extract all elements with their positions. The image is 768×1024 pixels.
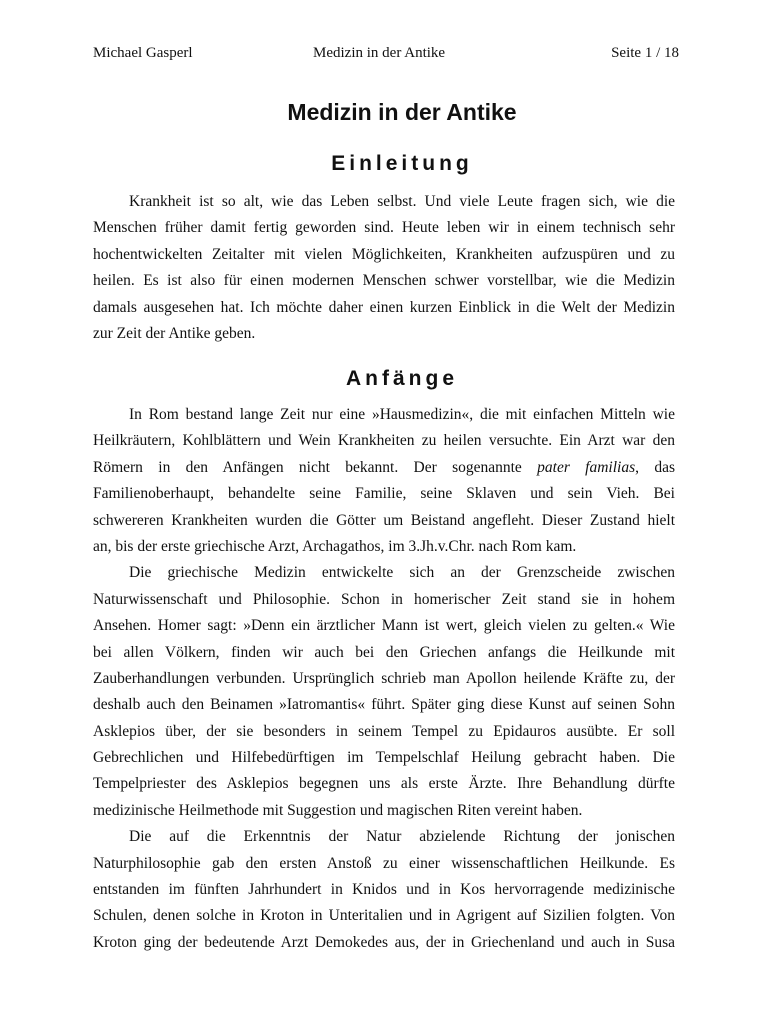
text-line: hochentwickelten Zeitalter mit vielen Möglichkeiten, Krankheiten aufzuspüren und zu bbox=[93, 245, 675, 263]
text-line: deshalb auch den Beinamen »Iatromantis« führt. Später ging diese Kunst auf seinen Sohn bbox=[93, 696, 675, 714]
text-line: Kroton ging der bedeutende Arzt Demokedes aus, der in Griechenland und auch in Susa bbox=[93, 933, 675, 951]
text-line: Tempelpriester des Asklepios begegnen uns als erste Ärzte. Ihre Behandlung dürfte bbox=[93, 775, 675, 793]
header-page-number: Seite 1 / 18 bbox=[611, 45, 679, 61]
text-line: Schulen, denen solche in Kroton in Unteritalien und in Agrigent auf Sizilien folgten. Von bbox=[93, 907, 675, 925]
text-segment: Römern in den Anfängen nicht bekannt. Der sogenannte bbox=[93, 458, 538, 476]
text-line-with-italic bbox=[93, 455, 675, 481]
text-line: medizinische Heilmethode mit Suggestion und magischen Riten vereint haben. bbox=[93, 801, 583, 819]
text-line: Menschen früher damit fertig geworden sind. Heute leben wir in einem technisch sehr bbox=[93, 219, 675, 237]
italic-term-pater-familias: pater familias bbox=[537, 458, 636, 476]
text-line: bei allen Völkern, finden wir auch bei den Griechen anfangs die Heilkunde mit bbox=[93, 643, 675, 661]
text-line: Die griechische Medizin entwickelte sich an der Grenzscheide zwischen bbox=[129, 564, 675, 582]
text-line: Ansehen. Homer sagt: »Denn ein ärztlicher Mann ist wert, gleich vielen zu gelten.« Wie bbox=[93, 617, 675, 635]
header-title: Medizin in der Antike bbox=[313, 45, 446, 61]
text-line: schwereren Krankheiten wurden die Götter um Beistand angefleht. Dieser Zustand hielt bbox=[93, 511, 675, 529]
text-line: Gebrechlichen und Hilfebedürftigen im Tempelschlaf Heilung gebracht haben. Die bbox=[93, 749, 675, 767]
text-line: Naturphilosophie gab den ersten Anstoß zu einer wissenschaftlichen Heilkunde. Es bbox=[93, 854, 675, 872]
document-title: Medizin in der Antike bbox=[287, 99, 517, 125]
text-line: Asklepios über, der sie besonders in seinem Tempel zu Epidauros ausübte. Er soll bbox=[93, 722, 675, 740]
text-line: Die auf die Erkenntnis der Natur abzielende Richtung der jonischen bbox=[129, 828, 675, 846]
running-header bbox=[93, 43, 679, 63]
header-author: Michael Gasperl bbox=[93, 45, 193, 61]
text-line: damals ausgesehen hat. Ich möchte daher einen kurzen Einblick in die Welt der Medizin bbox=[93, 298, 675, 316]
section-heading-einleitung: Einleitung bbox=[331, 152, 473, 175]
text-line: Naturwissenschaft und Philosophie. Schon in homerischer Zeit stand sie in hohem bbox=[93, 590, 675, 608]
text-line: In Rom bestand lange Zeit nur eine »Hausmedizin«, die mit einfachen Mitteln wie bbox=[129, 406, 675, 423]
text-line: entstanden im fünften Jahrhundert in Knidos und in Kos hervorragende medizinische bbox=[93, 881, 675, 899]
text-segment: , das bbox=[635, 458, 676, 476]
text-line: zur Zeit der Antike geben. bbox=[93, 324, 256, 342]
section-heading-anfaenge: Anfänge bbox=[346, 367, 458, 390]
text-line: Krankheit ist so alt, wie das Leben selbst. Und viele Leute fragen sich, wie die bbox=[129, 193, 675, 210]
text-line: Zauberhandlungen verbunden. Ursprünglich schrieb man Apollon heilende Kräfte zu, der bbox=[93, 669, 675, 687]
text-line: Familienoberhaupt, behandelte seine Familie, seine Sklaven und sein Vieh. Bei bbox=[93, 485, 675, 503]
paragraph-einleitung bbox=[93, 189, 675, 347]
text-line: heilen. Es ist also für einen modernen Menschen schwer vorstellbar, wie die Medizin bbox=[93, 272, 675, 290]
text-line: an, bis der erste griechische Arzt, Archagathos, im 3.Jh.v.Chr. nach Rom kam. bbox=[93, 537, 577, 555]
paragraph-anfaenge bbox=[93, 402, 675, 956]
text-line: Heilkräutern, Kohlblättern und Wein Krankheiten zu heilen versuchte. Ein Arzt war den bbox=[93, 432, 675, 450]
